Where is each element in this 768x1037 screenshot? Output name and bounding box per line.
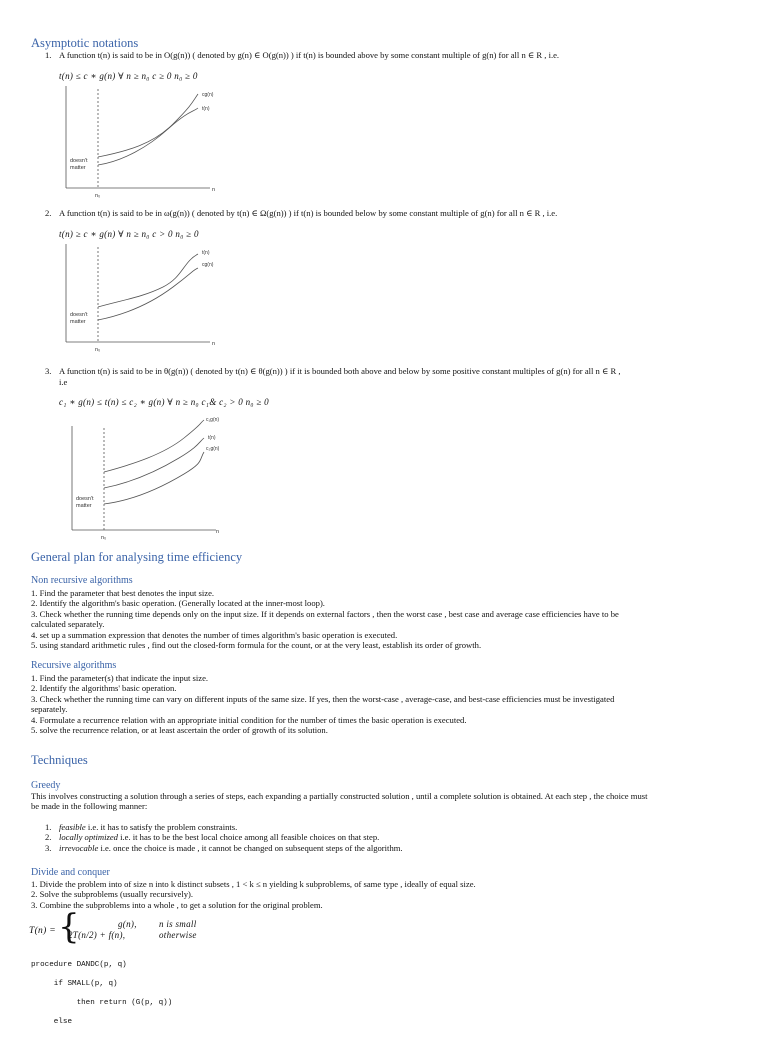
x-axis-label: n (216, 529, 220, 535)
list-item: 5. using standard arithmetic rules , find out the closed-form formula for the count, or at the very least, establish its order of growth. (31, 640, 482, 651)
list-item: 2. Solve the subproblems (usually recursively). (31, 889, 194, 900)
recurrence-case1-expr: g(n), (118, 919, 137, 929)
t-curve (104, 438, 204, 488)
recursive-steps (31, 673, 614, 735)
cg-curve (98, 268, 198, 320)
list-item: 1. feasible i.e. it has to satisfy the problem constraints. (45, 822, 238, 832)
t-curve (98, 254, 198, 307)
recurrence-lhs: T(n) = (29, 926, 56, 936)
greedy-intro-cont: be made in the following manner: (31, 801, 148, 811)
recurrence-brace: { (58, 907, 80, 947)
section-heading-techniques: Techniques (31, 753, 88, 767)
omega-formula: t(n) ≥ c ∗ g(n) ∀ n ≥ n₀ c > 0 n₀ ≥ 0 (59, 229, 199, 239)
recurrence-case2-cond: otherwise (159, 930, 197, 940)
subheading-greedy: Greedy (31, 780, 61, 791)
code-line: else (31, 1018, 73, 1027)
code-line: procedure DANDC(p, q) (31, 960, 127, 969)
nonrecursive-steps (31, 588, 619, 650)
n0-label: n₀ (95, 347, 101, 353)
list-item: 3. Check whether the running time depends only on the input size. If it depends on external factors , then the worst case , best case and average case efficiencies have to be (31, 608, 619, 619)
code-line: if SMALL(p, q) (31, 979, 118, 988)
region-label: matter (70, 319, 86, 325)
c1g-curve (104, 420, 204, 472)
dandc-pseudocode (31, 951, 172, 1037)
greedy-intro: This involves constructing a solution through a series of steps, each expanding a partially constructed solution , until a complete solution is obtained. At each step , the choice must (31, 791, 648, 801)
theta-definition-cont: i.e (59, 377, 68, 387)
big-o-formula: t(n) ≤ c ∗ g(n) ∀ n ≥ n₀ c ≥ 0 n₀ ≥ 0 (59, 71, 198, 81)
code-line: then return (G(p, q)) (31, 998, 173, 1007)
list-item: 3. Combine the subproblems into a whole , to get a solution for the original problem. (31, 899, 323, 910)
item-number: 3. (45, 366, 52, 376)
region-label: doesn't (76, 496, 94, 502)
region-label: doesn't (70, 312, 88, 318)
curve-label-c2g: c₂g(n) (206, 446, 220, 452)
recurrence-case2-expr: 2T(n/2) + f(n), (68, 930, 126, 940)
item-number: 2. (45, 208, 52, 218)
greedy-list (45, 822, 403, 853)
item-number: 1. (45, 50, 52, 60)
cg-curve (98, 94, 198, 157)
omega-definition: A function t(n) is said to be in ω(g(n)) ( denoted by t(n) ∈ Ω(g(n)) ) if t(n) is bounded below by some constant multiple of g(n) for all n ∈ R , i.e. (59, 208, 558, 218)
omega-graph (58, 242, 228, 356)
list-item: 2. Identify the algorithm's basic operation. (Generally located at the inner-most loop). (31, 598, 325, 609)
big-o-graph (58, 84, 228, 200)
x-axis-label: n (212, 187, 216, 193)
list-item: 1. Find the parameter(s) that indicate the input size. (31, 673, 209, 683)
list-item: 4. set up a summation expression that denotes the number of times algorithm's basic operation is executed. (31, 629, 398, 640)
list-item: 3. irrevocable i.e. once the choice is made , it cannot be changed on subsequent steps of the algorithm. (45, 842, 403, 853)
n0-label: n₀ (101, 535, 107, 541)
theta-formula: c₁ ∗ g(n) ≤ t(n) ≤ c₂ ∗ g(n) ∀ n ≥ n₀ c₁& c₂ > 0 n₀ ≥ 0 (59, 397, 269, 407)
n0-label: n₀ (95, 193, 101, 199)
curve-label-cg: cg(n) (202, 262, 214, 268)
section-heading-plan: General plan for analysing time efficiency (31, 550, 243, 564)
list-item: 2. locally optimized i.e. it has to be the best local choice among all feasible choices on that step. (45, 832, 380, 843)
list-item: separately. (31, 704, 68, 715)
region-label: doesn't (70, 158, 88, 164)
list-item: 1. Divide the problem into of size n into k distinct subsets , 1 < k ≤ n yielding k subproblems, of same type , ideally of equal size. (31, 879, 476, 889)
region-label: matter (70, 165, 86, 171)
subheading-divide-conquer: Divide and conquer (31, 867, 110, 878)
divide-steps (31, 879, 476, 910)
subheading-nonrecursive: Non recursive algorithms (31, 575, 133, 586)
list-item: 5. solve the recurrence relation, or at least ascertain the order of growth of its solution. (31, 725, 328, 736)
curve-label-t: t(n) (202, 250, 210, 256)
section-heading-asymptotic: Asymptotic notations (31, 36, 139, 50)
list-item: 1. Find the parameter that best denotes the input size. (31, 588, 215, 598)
theta-graph (64, 412, 234, 544)
curve-label-cg: cg(n) (202, 92, 214, 98)
list-item: 3. Check whether the running time can vary on different inputs of the same size. If yes, then the worst-case , average-case, and best-case efficiencies must be investigated (31, 693, 615, 704)
big-o-definition: A function t(n) is said to be in O(g(n)) ( denoted by g(n) ∈ O(g(n)) ) if t(n) is bounded above by some constant multiple of g(n) for all n ∈ R , i.e. (59, 50, 560, 60)
region-label: matter (76, 503, 92, 509)
theta-definition: A function t(n) is said to be in θ(g(n)) ( denoted by t(n) ∈ θ(g(n)) ) if it is bounded both above and below by some positive constant multiples of g(n) for all n ∈ R , (59, 366, 621, 376)
subheading-recursive: Recursive algorithms (31, 660, 117, 671)
list-item: calculated separately. (31, 619, 105, 630)
curve-label-c1g: c₁g(n) (206, 417, 220, 423)
recurrence-case1-cond: n is small (159, 919, 197, 929)
c2g-curve (104, 452, 204, 504)
curve-label-t: t(n) (208, 435, 216, 441)
x-axis-label: n (212, 341, 216, 347)
list-item: 4. Formulate a recurrence relation with an appropriate initial condition for the number of times the basic operation is executed. (31, 714, 467, 725)
t-curve (98, 108, 198, 165)
curve-label-t: t(n) (202, 106, 210, 112)
list-item: 2. Identify the algorithms' basic operation. (31, 683, 177, 694)
